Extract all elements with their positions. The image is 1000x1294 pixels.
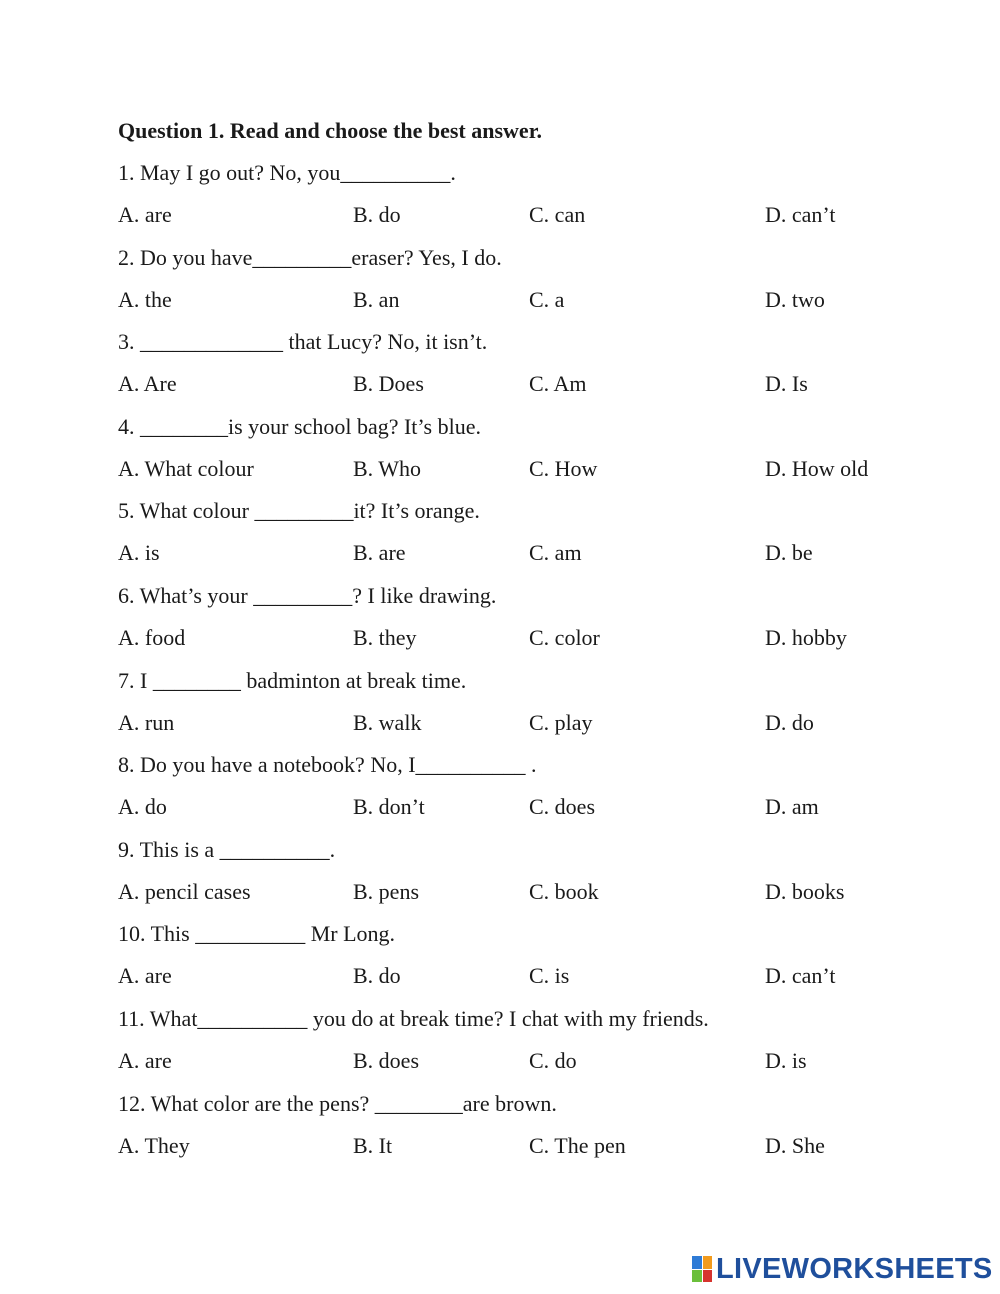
- answer-option-d[interactable]: D. books: [765, 879, 845, 904]
- answer-option-a[interactable]: A. pencil cases: [118, 879, 251, 904]
- question-text: 2. Do you have_________eraser? Yes, I do.: [118, 245, 502, 270]
- answer-option-b[interactable]: B. does: [353, 1048, 419, 1073]
- answer-option-b[interactable]: B. It: [353, 1133, 393, 1158]
- answer-option-d[interactable]: D. can’t: [765, 202, 836, 227]
- answer-option-a[interactable]: A. the: [118, 287, 172, 312]
- answer-option-b[interactable]: B. Who: [353, 456, 422, 481]
- answer-option-c[interactable]: C. color: [529, 625, 600, 650]
- question-text: 11. What__________ you do at break time? I chat with my friends.: [118, 1006, 709, 1031]
- answer-option-d[interactable]: D. is: [765, 1048, 807, 1073]
- answer-option-a[interactable]: A. are: [118, 963, 172, 988]
- answer-option-a[interactable]: A. are: [118, 1048, 172, 1073]
- question-text: 7. I ________ badminton at break time.: [118, 668, 467, 693]
- answer-option-d[interactable]: D. can’t: [765, 963, 836, 988]
- question-text: 9. This is a __________.: [118, 837, 336, 862]
- answer-option-c[interactable]: C. book: [529, 879, 599, 904]
- question-text: 5. What colour _________it? It’s orange.: [118, 498, 480, 523]
- answer-option-a[interactable]: A. They: [118, 1133, 190, 1158]
- answer-option-c[interactable]: C. How: [529, 456, 598, 481]
- answer-option-b[interactable]: B. don’t: [353, 794, 425, 819]
- answer-option-b[interactable]: B. do: [353, 963, 401, 988]
- answer-option-c[interactable]: C. do: [529, 1048, 577, 1073]
- answer-option-c[interactable]: C. play: [529, 710, 593, 735]
- answer-option-a[interactable]: A. is: [118, 540, 160, 565]
- question-text: 12. What color are the pens? ________are brown.: [118, 1091, 557, 1116]
- answer-option-b[interactable]: B. are: [353, 540, 406, 565]
- answer-option-c[interactable]: C. Am: [529, 371, 587, 396]
- answer-option-c[interactable]: C. a: [529, 287, 565, 312]
- answer-option-d[interactable]: D. two: [765, 287, 825, 312]
- answer-option-c[interactable]: C. am: [529, 540, 582, 565]
- answer-option-b[interactable]: B. they: [353, 625, 417, 650]
- answer-option-b[interactable]: B. pens: [353, 879, 419, 904]
- answer-option-a[interactable]: A. are: [118, 202, 172, 227]
- answer-option-a[interactable]: A. What colour: [118, 456, 254, 481]
- answer-option-c[interactable]: C. does: [529, 794, 595, 819]
- answer-option-d[interactable]: D. do: [765, 710, 814, 735]
- logo-icon: [692, 1256, 712, 1282]
- answer-option-c[interactable]: C. can: [529, 202, 586, 227]
- answer-option-a[interactable]: A. do: [118, 794, 167, 819]
- question-text: 10. This __________ Mr Long.: [118, 921, 396, 946]
- answer-option-c[interactable]: C. The pen: [529, 1133, 626, 1158]
- answer-option-b[interactable]: B. do: [353, 202, 401, 227]
- page-title: Question 1. Read and choose the best answer.: [118, 118, 542, 143]
- question-text: 6. What’s your _________? I like drawing.: [118, 583, 497, 608]
- question-text: 8. Do you have a notebook? No, I__________ .: [118, 752, 537, 777]
- answer-option-a[interactable]: A. run: [118, 710, 175, 735]
- question-text: 3. _____________ that Lucy? No, it isn’t.: [118, 329, 488, 354]
- answer-option-a[interactable]: A. Are: [118, 371, 177, 396]
- question-text: 4. ________is your school bag? It’s blue.: [118, 414, 481, 439]
- answer-option-b[interactable]: B. Does: [353, 371, 424, 396]
- answer-option-d[interactable]: D. am: [765, 794, 819, 819]
- liveworksheets-logo: [692, 1252, 993, 1286]
- answer-option-d[interactable]: D. She: [765, 1133, 825, 1158]
- answer-option-d[interactable]: D. Is: [765, 371, 808, 396]
- answer-option-c[interactable]: C. is: [529, 963, 570, 988]
- answer-option-b[interactable]: B. an: [353, 287, 400, 312]
- answer-option-d[interactable]: D. How old: [765, 456, 869, 481]
- answer-option-d[interactable]: D. hobby: [765, 625, 847, 650]
- answer-option-b[interactable]: B. walk: [353, 710, 422, 735]
- answer-option-a[interactable]: A. food: [118, 625, 186, 650]
- question-text: 1. May I go out? No, you__________.: [118, 160, 456, 185]
- logo-text: LIVEWORKSHEETS: [716, 1252, 993, 1285]
- answer-option-d[interactable]: D. be: [765, 540, 813, 565]
